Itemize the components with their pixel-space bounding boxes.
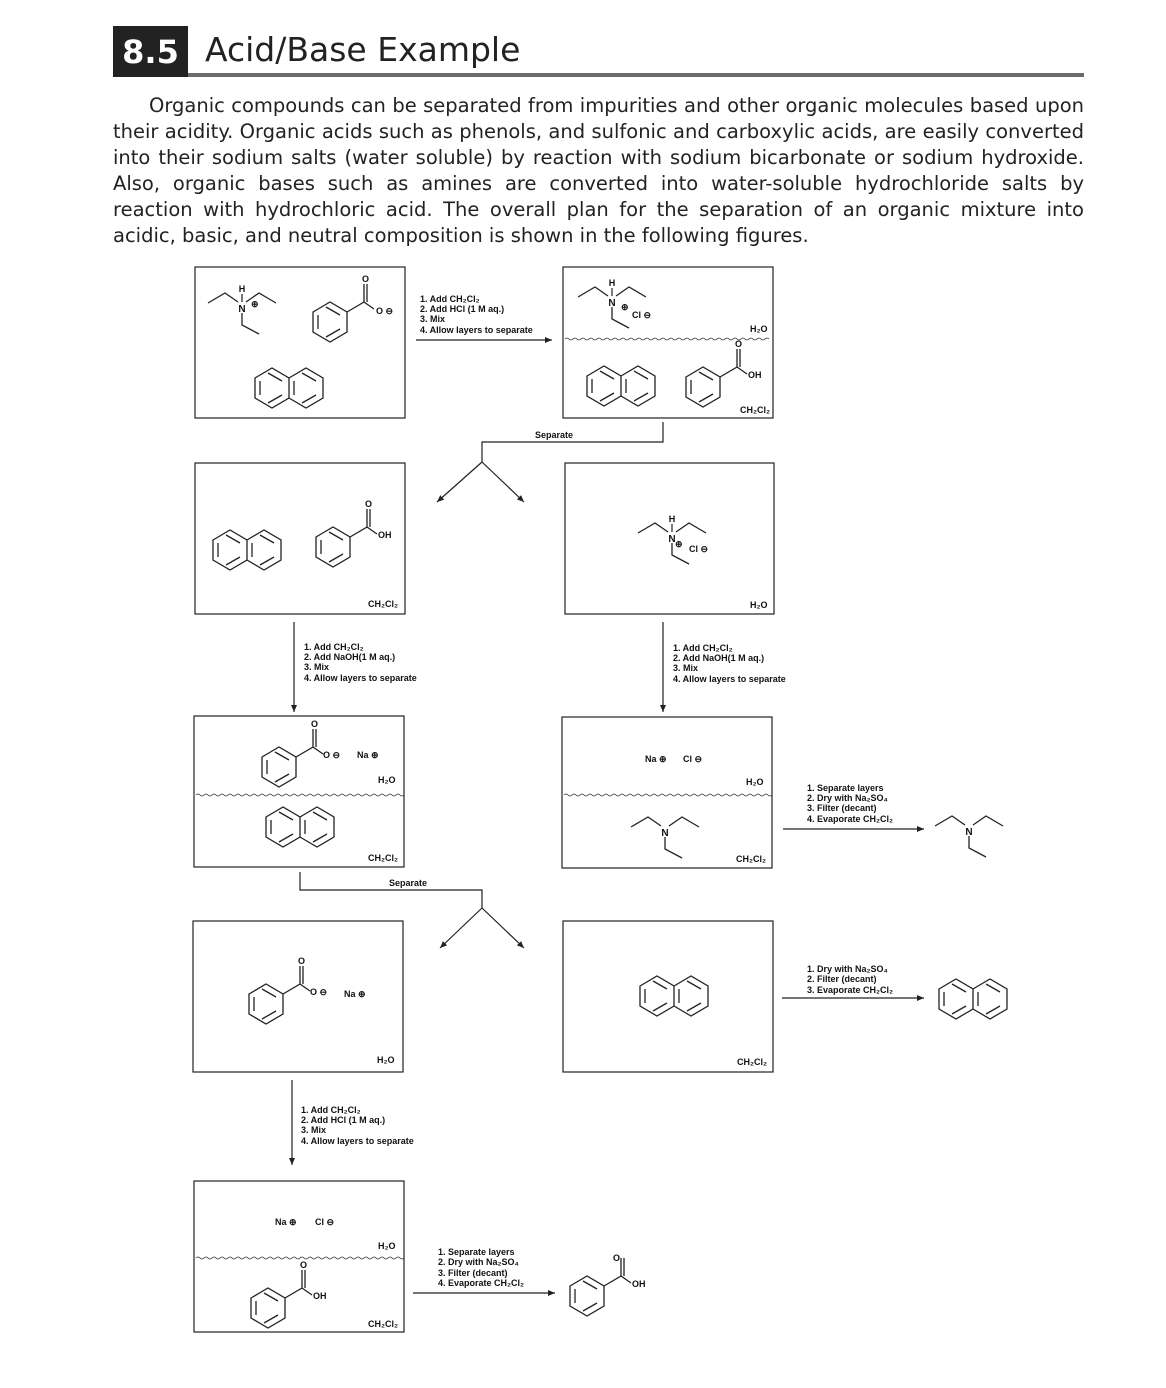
box-after-naoh-right: [562, 717, 772, 868]
svg-text:2. Dry with Na₂SO₄: 2. Dry with Na₂SO₄: [807, 793, 888, 803]
product-benzoic-acid: [570, 1253, 646, 1316]
sodium-label: Na ⊕: [357, 750, 379, 760]
svg-text:4. Allow layers to separate: 4. Allow layers to separate: [304, 673, 417, 683]
svg-text:2. Add HCl (1 M aq.): 2. Add HCl (1 M aq.): [301, 1115, 386, 1125]
svg-text:1. Add CH₂Cl₂: 1. Add CH₂Cl₂: [304, 642, 364, 652]
svg-text:CH₂Cl₂: CH₂Cl₂: [368, 853, 398, 863]
svg-text:O: O: [613, 1253, 621, 1263]
svg-text:O: O: [311, 719, 319, 729]
svg-text:1. Add CH₂Cl₂: 1. Add CH₂Cl₂: [420, 294, 480, 304]
svg-text:H: H: [608, 278, 616, 288]
box-after-naoh-left: [194, 716, 404, 867]
product-triethylamine: [935, 816, 1003, 857]
svg-text:1. Add CH₂Cl₂: 1. Add CH₂Cl₂: [673, 643, 733, 653]
svg-text:1. Add CH₂Cl₂: 1. Add CH₂Cl₂: [301, 1105, 361, 1115]
svg-text:1. Separate layers: 1. Separate layers: [807, 783, 884, 793]
nitrogen-label: N: [238, 304, 246, 315]
svg-text:⊕: ⊕: [675, 539, 683, 549]
svg-text:OH: OH: [378, 530, 392, 540]
svg-text:N: N: [668, 534, 676, 545]
svg-text:4. Evaporate CH₂Cl₂: 4. Evaporate CH₂Cl₂: [807, 814, 894, 824]
svg-text:O ⊖: O ⊖: [323, 750, 341, 760]
svg-text:Cl ⊖: Cl ⊖: [315, 1217, 335, 1227]
svg-text:O: O: [300, 1260, 308, 1270]
svg-text:H₂O: H₂O: [378, 1241, 396, 1251]
aqueous-label: H₂O: [750, 324, 768, 334]
svg-text:⊕: ⊕: [621, 302, 629, 312]
svg-text:OH: OH: [313, 1291, 327, 1301]
box-organic-2: [563, 921, 773, 1072]
svg-text:H: H: [668, 514, 676, 524]
svg-text:4. Allow layers to separate: 4. Allow layers to separate: [420, 325, 533, 335]
svg-text:Cl ⊖: Cl ⊖: [689, 544, 709, 554]
svg-text:N: N: [661, 828, 669, 839]
svg-text:1. Separate layers: 1. Separate layers: [438, 1247, 515, 1257]
svg-text:H₂O: H₂O: [750, 600, 768, 610]
box-after-acidify: [194, 1181, 404, 1332]
svg-text:Cl ⊖: Cl ⊖: [683, 754, 703, 764]
svg-text:2. Add NaOH(1 M aq.): 2. Add NaOH(1 M aq.): [304, 652, 396, 662]
svg-text:CH₂Cl₂: CH₂Cl₂: [736, 854, 766, 864]
svg-text:Separate: Separate: [389, 878, 428, 888]
svg-text:OH: OH: [632, 1279, 646, 1289]
svg-text:Na ⊕: Na ⊕: [645, 754, 667, 764]
separate-label: Separate: [535, 430, 574, 440]
svg-text:O ⊖: O ⊖: [310, 987, 328, 997]
svg-text:2. Add NaOH(1 M aq.): 2. Add NaOH(1 M aq.): [673, 653, 765, 663]
svg-text:2. Filter (decant): 2. Filter (decant): [807, 974, 877, 984]
svg-text:3. Mix: 3. Mix: [673, 663, 699, 673]
svg-text:3. Filter (decant): 3. Filter (decant): [807, 803, 877, 813]
svg-text:Na ⊕: Na ⊕: [344, 989, 366, 999]
svg-text:H₂O: H₂O: [378, 775, 396, 785]
svg-text:CH₂Cl₂: CH₂Cl₂: [368, 599, 398, 609]
svg-text:CH₂Cl₂: CH₂Cl₂: [737, 1057, 767, 1067]
svg-text:1. Dry with Na₂SO₄: 1. Dry with Na₂SO₄: [807, 964, 888, 974]
svg-text:3. Mix: 3. Mix: [420, 314, 446, 324]
section-title: Acid/Base Example: [205, 30, 521, 69]
svg-text:O: O: [735, 339, 743, 349]
section-number: 8.5: [113, 26, 188, 77]
svg-text:2. Add HCl (1 M aq.): 2. Add HCl (1 M aq.): [420, 304, 505, 314]
box-organic-1: [195, 463, 405, 614]
hydrogen-label: H: [238, 284, 246, 294]
hydroxyl-label: OH: [748, 370, 762, 380]
svg-text:O: O: [298, 956, 306, 966]
charge-plus: ⊕: [251, 299, 259, 309]
svg-text:O: O: [365, 499, 373, 509]
svg-text:3. Mix: 3. Mix: [304, 662, 330, 672]
carboxylate-o: O ⊖: [376, 306, 394, 316]
carbonyl-o: O: [362, 274, 370, 284]
svg-text:3. Evaporate CH₂Cl₂: 3. Evaporate CH₂Cl₂: [807, 985, 894, 995]
product-naphthalene: [939, 979, 1007, 1019]
organic-label: CH₂Cl₂: [740, 405, 770, 415]
svg-text:N: N: [965, 827, 973, 838]
svg-text:3. Filter (decant): 3. Filter (decant): [438, 1268, 508, 1278]
svg-text:2. Dry with Na₂SO₄: 2. Dry with Na₂SO₄: [438, 1257, 519, 1267]
svg-text:4. Allow layers to separate: 4. Allow layers to separate: [673, 674, 786, 684]
svg-text:H₂O: H₂O: [377, 1055, 395, 1065]
svg-text:4. Evaporate CH₂Cl₂: 4. Evaporate CH₂Cl₂: [438, 1278, 525, 1288]
svg-text:H₂O: H₂O: [746, 777, 764, 787]
chloride-label: Cl ⊖: [632, 310, 652, 320]
box-aqueous-2: [193, 921, 403, 1072]
svg-text:4. Allow layers to separate: 4. Allow layers to separate: [301, 1136, 414, 1146]
svg-text:3. Mix: 3. Mix: [301, 1125, 327, 1135]
box-initial-mixture: [195, 267, 405, 418]
svg-text:N: N: [608, 298, 616, 309]
svg-text:Na ⊕: Na ⊕: [275, 1217, 297, 1227]
intro-paragraph: Organic compounds can be separated from impurities and other organic molecules based upon their acidity. Organic acids such as phenols, and sulfonic and carboxylic acids, are easily converted into their sodium salts (water soluble) by reaction with sodium bicarbonate or sodium hydroxide. Also, organic bases such as amines are converted into water-soluble hydrochloride salts by reaction with hydrochloric acid. The overall plan for the separation of an organic mixture into acidic, basic, and neutral composition is shown in the following figures.: [113, 94, 1084, 247]
svg-text:CH₂Cl₂: CH₂Cl₂: [368, 1319, 398, 1329]
